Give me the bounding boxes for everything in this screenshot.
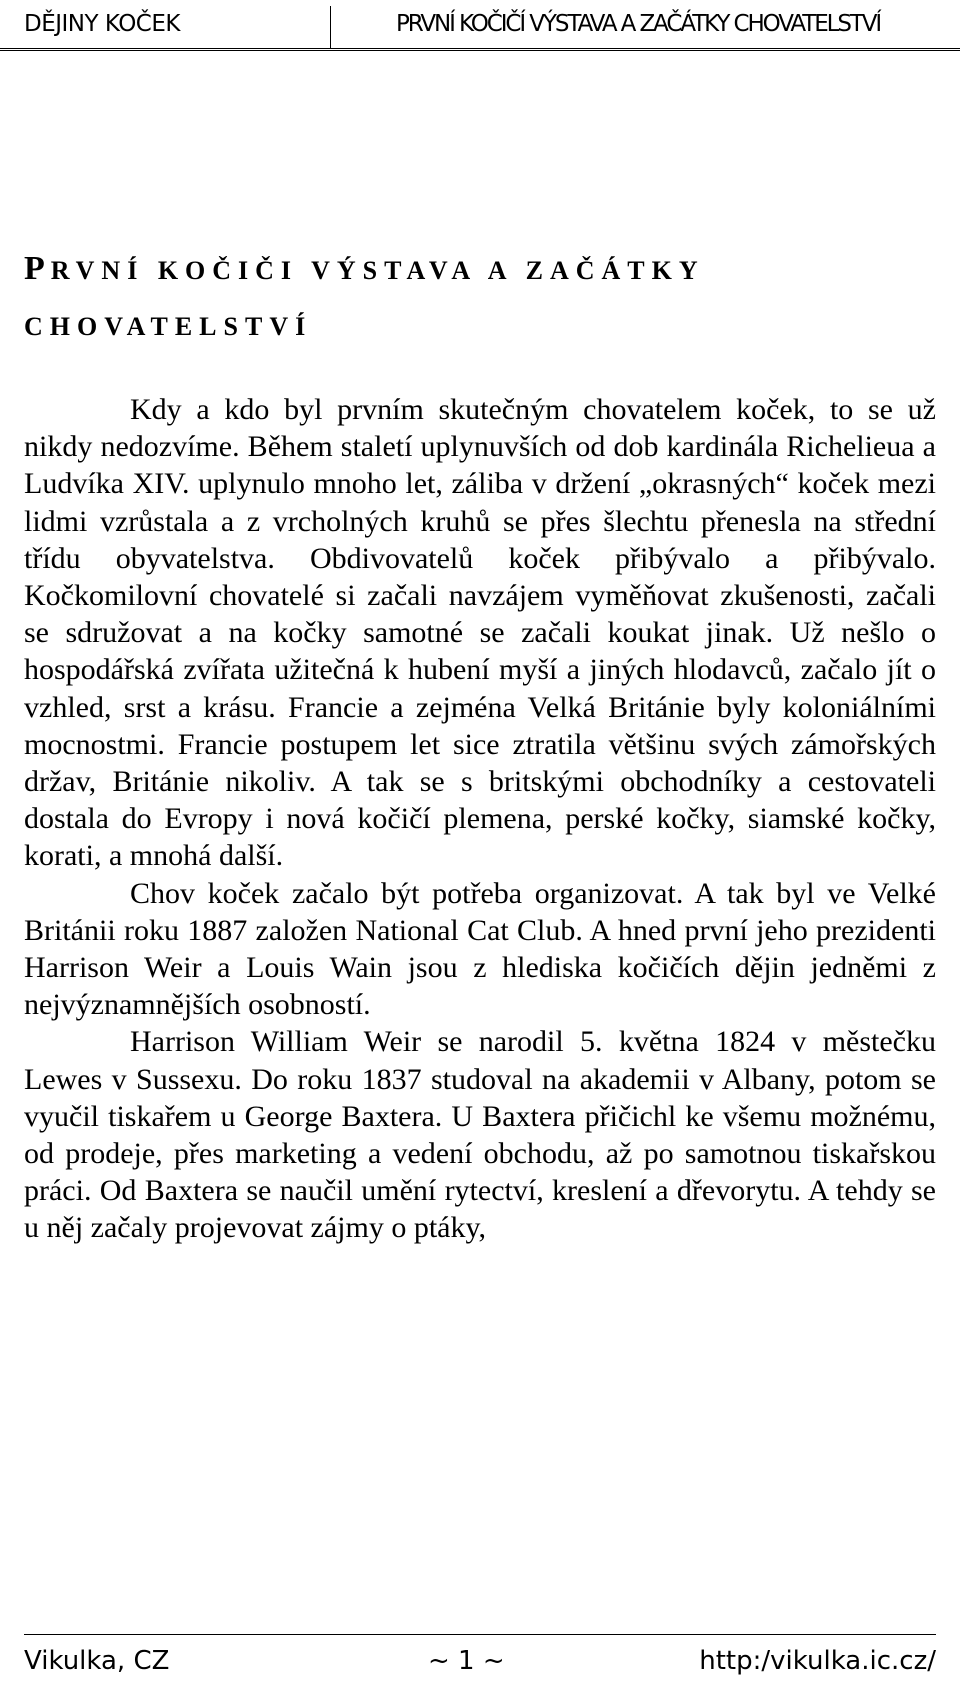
header-book-title: DĚJINY KOČEK <box>24 11 180 37</box>
chapter-title-line-2: CHOVATELSTVÍ <box>24 312 313 342</box>
paragraph-3: Harrison William Weir se narodil 5. května 1824 v městečku Lewes v Sussexu. Do roku 1837 studoval na akademii v Albany, potom se vyučil tiskařem u George Baxtera. U Baxtera přičichl ke všemu možnému, od prodeje, přes marketing a vedení obchodu, až po samotnou tiskařskou práci. Od Baxtera se naučil umění rytectví, kreslení a dřevorytu. A tehdy se u něj začaly projevovat zájmy o ptáky, <box>24 1025 936 1245</box>
footer-rule <box>24 1634 936 1635</box>
footer-author: Vikulka, CZ <box>24 1646 170 1676</box>
chapter-title-line-1 <box>24 241 924 299</box>
page-footer <box>0 1628 960 1686</box>
paragraph-2: Chov koček začalo být potřeba organizovat. A tak byl ve Velké Británii roku 1887 založen National Cat Club. A hned první jeho prezidenti Harrison Weir a Louis Wain jsou z hlediska kočičích dějin jedněmi z nejvýznamnějších osobností. <box>24 876 936 1022</box>
chapter-title-initial: P <box>24 250 51 288</box>
page-header <box>0 0 960 52</box>
chapter-title-line-1-text: RVNÍ KOČIČI VÝSTAVA A ZAČÁTKY <box>50 256 705 286</box>
header-rule <box>0 48 960 51</box>
page-number: ~ 1 ~ <box>428 1646 505 1676</box>
footer-url: http:/vikulka.ic.cz/ <box>699 1646 936 1676</box>
chapter-title <box>24 241 924 355</box>
chapter-body <box>24 391 936 1247</box>
header-divider <box>330 6 331 48</box>
paragraph-1: Kdy a kdo byl prvním skutečným chovatelem koček, to se už nikdy nedozvíme. Během staletí uplynuvších od dob kardinála Richelieua a Ludvíka XIV. uplynulo mnoho let, záliba v držení „okrasných“ koček mezi lidmi vzrůstala a z vrcholných kruhů se přes šlechtu přenesla na střední třídu obyvatelstva. Obdivovatelů koček přibývalo a přibývalo. Kočkomilovní chovatelé si začali navzájem vyměňovat zkušenosti, začali se sdružovat a na kočky samotné se začali koukat jinak. Už nešlo o hospodářská zvířata užitečná k hubení myší a jiných hlodavců, začalo jít o vzhled, srst a krásu. Francie a zejména Velká Británie byly koloniálními mocnostmi. Francie postupem let sice ztratila většinu svých zámořských držav, Británie nikoliv. A tak se s britskými obchodníky a cestovateli dostala do Evropy i nová kočičí plemena, perské kočky, siamské kočky, korati, a mnohá další. <box>24 393 936 873</box>
header-chapter-title: PRVNÍ KOČIČÍ VÝSTAVA A ZAČÁTKY CHOVATELSTVÍ <box>396 11 881 37</box>
